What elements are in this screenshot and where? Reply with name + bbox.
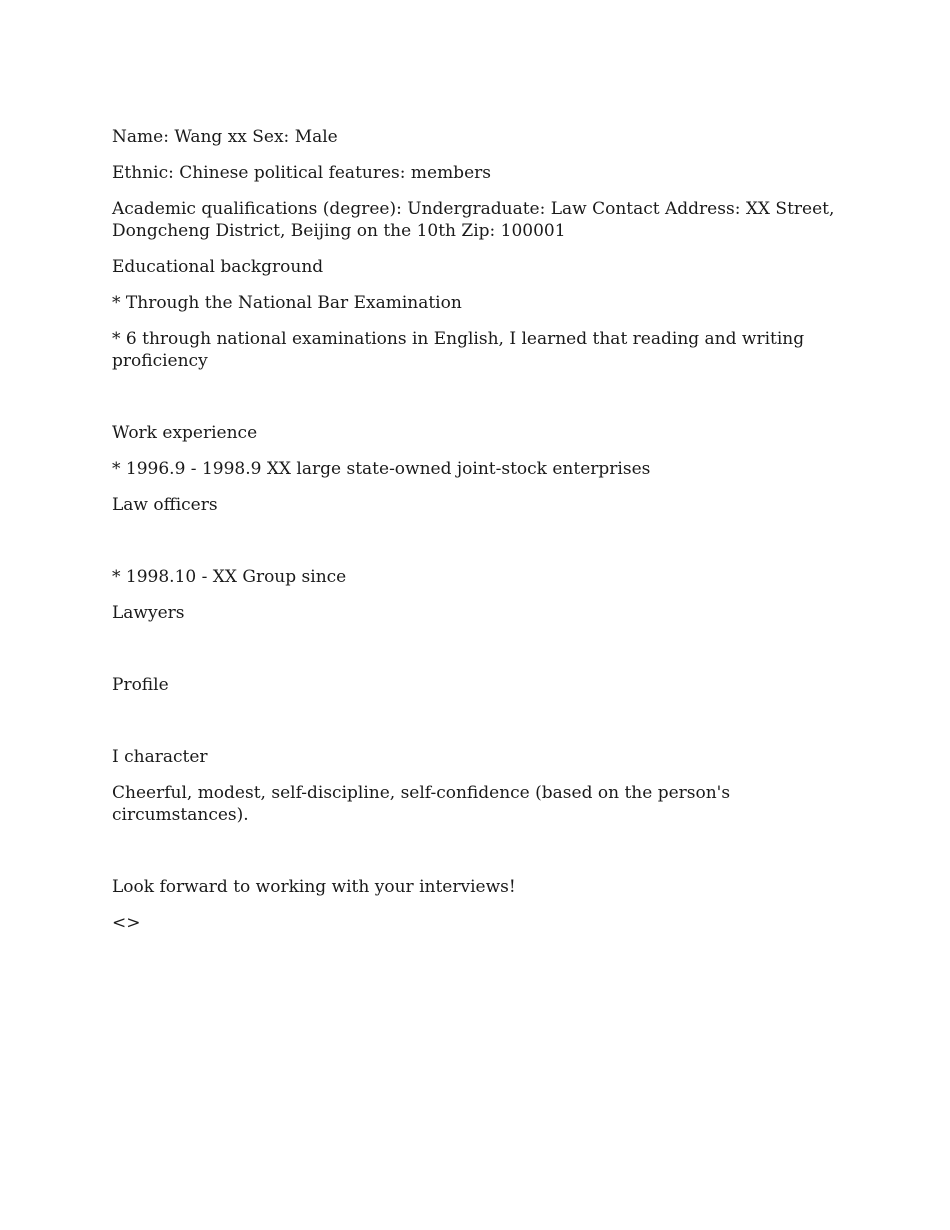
blank-line [112,840,852,862]
education-item-english: * 6 through national examinations in English, I learned that reading and writing proficiency [112,329,805,371]
trailing-marker: <> [112,913,141,933]
name-sex-line: Name: Wang xx Sex: Male [112,127,338,147]
profile-heading: Profile [112,675,169,695]
closing-line: Look forward to working with your interviews! [112,877,516,897]
work-item-1-role: Law officers [112,495,218,515]
work-item-2: * 1998.10 - XX Group since [112,567,347,587]
work-item-2-role: Lawyers [112,603,185,623]
blank-line [112,530,852,552]
qualifications-address-line: Academic qualifications (degree): Undergraduate: Law Contact Address: XX Street, Dongcheng District, Beijing on the 10th Zip: 100001 [112,199,835,241]
blank-line [112,638,852,660]
ethnic-line: Ethnic: Chinese political features: members [112,163,491,183]
blank-line [112,386,852,408]
work-experience-heading: Work experience [112,423,258,443]
character-heading: I character [112,747,208,767]
work-item-1: * 1996.9 - 1998.9 XX large state-owned joint-stock enterprises [112,459,651,479]
education-heading: Educational background [112,257,324,277]
document-body [112,126,852,948]
blank-line [112,710,852,732]
education-item-bar-exam: * Through the National Bar Examination [112,293,462,313]
character-description: Cheerful, modest, self-discipline, self-confidence (based on the person's circumstances). [112,783,731,825]
